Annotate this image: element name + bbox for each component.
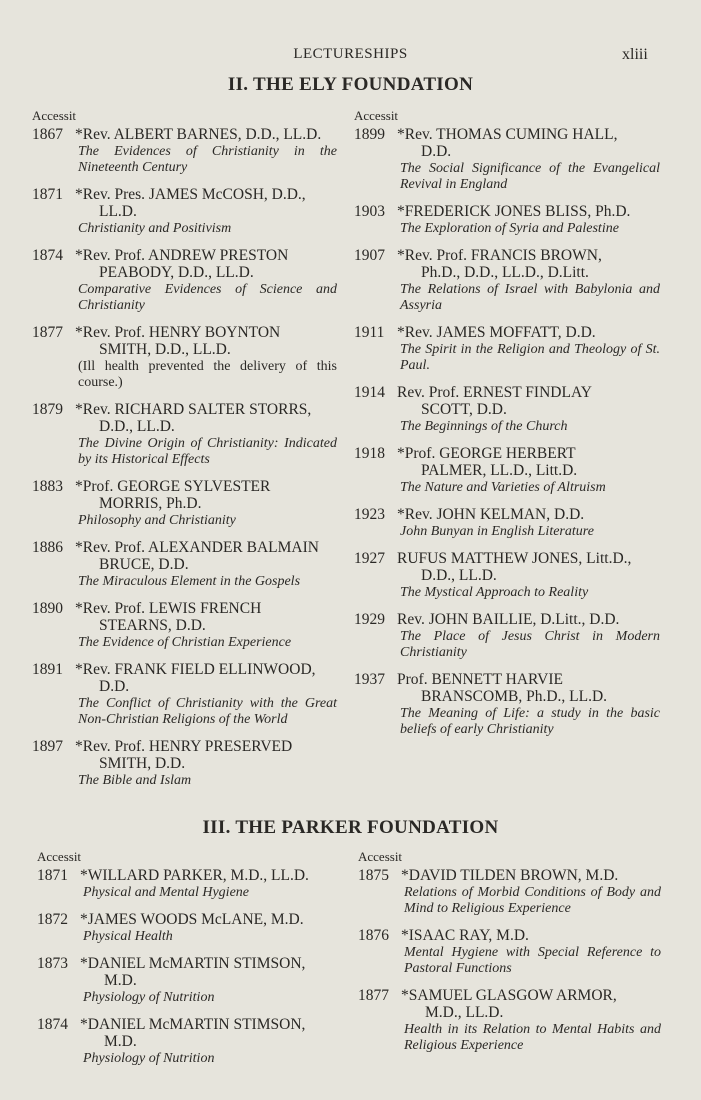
lecture-title: Physiology of Nutrition — [83, 1051, 215, 1066]
lecturer-degrees: BRUCE, D.D. — [99, 556, 189, 573]
lecture-entry — [32, 324, 337, 391]
lecture-entry — [32, 401, 337, 468]
lecture-entry — [354, 384, 660, 435]
lecture-year: 1875 — [358, 867, 389, 884]
lecture-year: 1918 — [354, 445, 385, 462]
lecturer-degrees: M.D. — [104, 972, 137, 989]
lecture-year: 1872 — [37, 911, 68, 928]
lecture-entry — [32, 247, 337, 314]
lecture-title: The Exploration of Syria and Palestine — [400, 221, 619, 236]
lecturer-name: *SAMUEL GLASGOW ARMOR, — [401, 987, 617, 1004]
lecturer-degrees: D.D., LL.D. — [421, 567, 497, 584]
lecturer-name: *Rev. Prof. ALEXANDER BALMAIN — [75, 539, 319, 556]
lecture-title: The Mystical Approach to Reality — [400, 585, 589, 600]
lecture-entry — [37, 911, 337, 945]
lecturer-name: *Rev. Prof. LEWIS FRENCH — [75, 600, 262, 617]
lecture-title: The Divine Origin of Christianity: Indicated by its Historical Effects — [78, 436, 337, 467]
lecturer-degrees: M.D. — [104, 1033, 137, 1050]
lecture-title: Christianity and Positivism — [78, 221, 232, 236]
lecturer-degrees: MORRIS, Ph.D. — [99, 495, 202, 512]
ely-right-column — [354, 108, 660, 748]
lecture-entry — [354, 324, 660, 374]
lecturer-name: *Prof. GEORGE HERBERT — [397, 445, 576, 462]
accessit-label: Accessit — [358, 849, 403, 864]
lecture-title: The Miraculous Element in the Gospels — [78, 574, 301, 589]
lecturer-degrees: D.D., LL.D. — [99, 418, 175, 435]
lecture-entry — [37, 867, 337, 901]
lecturer-name: *FREDERICK JONES BLISS, Ph.D. — [397, 203, 631, 220]
lecture-title: The Nature and Varieties of Altruism — [400, 480, 606, 495]
lecture-year: 1876 — [358, 927, 389, 944]
lecture-title: Comparative Evidences of Science and Christianity — [78, 282, 337, 313]
lecturer-name: *DANIEL McMARTIN STIMSON, — [80, 955, 306, 972]
lecturer-degrees: SMITH, D.D., LL.D. — [99, 341, 231, 358]
lecturer-name: *ISAAC RAY, M.D. — [401, 927, 529, 944]
lecture-year: 1871 — [37, 867, 68, 884]
lecture-title: The Meaning of Life: a study in the basic beliefs of early Christianity — [400, 706, 660, 737]
lecture-year: 1911 — [354, 324, 385, 341]
lecture-entry — [32, 126, 337, 176]
lecturer-name: *Rev. ALBERT BARNES, D.D., LL.D. — [75, 126, 322, 143]
lecturer-degrees: SCOTT, D.D. — [421, 401, 507, 418]
lecture-entry — [354, 126, 660, 193]
lecture-entry — [354, 550, 660, 601]
lecturer-name: *Rev. Prof. HENRY BOYNTON — [75, 324, 281, 341]
lecture-entry — [354, 445, 660, 496]
lecture-entry — [354, 203, 660, 237]
lecture-entry — [37, 955, 337, 1006]
lecturer-degrees: PEABODY, D.D., LL.D. — [99, 264, 254, 281]
lecture-year: 1874 — [37, 1016, 68, 1033]
lecture-year: 1877 — [32, 324, 63, 341]
lecture-title: Physical and Mental Hygiene — [83, 885, 250, 900]
section-title-parker: III. THE PARKER FOUNDATION — [202, 817, 499, 838]
lecture-entry — [32, 600, 337, 651]
lecture-year: 1899 — [354, 126, 385, 143]
lecture-entry — [32, 738, 337, 789]
lecturer-degrees: D.D. — [421, 143, 452, 160]
parker-right-column — [358, 849, 661, 1064]
lecture-note: (Ill health prevented the delivery of this course.) — [78, 359, 337, 390]
section-title-ely: II. THE ELY FOUNDATION — [227, 74, 474, 95]
lecture-entry — [358, 867, 661, 917]
lecturer-name: *JAMES WOODS McLANE, M.D. — [80, 911, 304, 928]
lecture-entry — [32, 539, 337, 590]
lecture-year: 1929 — [354, 611, 385, 628]
lecturer-name: *Rev. FRANK FIELD ELLINWOOD, — [75, 661, 316, 678]
lecturer-name: *Rev. THOMAS CUMING HALL, — [397, 126, 618, 143]
accessit-label: Accessit — [354, 108, 399, 123]
lecturer-degrees: SMITH, D.D. — [99, 755, 186, 772]
lecturer-name: *Rev. Prof. FRANCIS BROWN, — [397, 247, 602, 264]
lecture-title: The Evidence of Christian Experience — [78, 635, 292, 650]
lecture-title: The Social Significance of the Evangelical Revival in England — [400, 161, 660, 192]
lecturer-name: *Rev. Prof. ANDREW PRESTON — [75, 247, 289, 264]
lecturer-name: *Prof. GEORGE SYLVESTER — [75, 478, 271, 495]
lecturer-degrees: D.D. — [99, 678, 130, 695]
lecture-title: The Evidences of Christianity in the Nineteenth Century — [78, 144, 337, 175]
lecture-title: Mental Hygiene with Special Reference to Pastoral Functions — [404, 945, 661, 976]
accessit-label: Accessit — [32, 108, 77, 123]
lecture-entry — [354, 506, 660, 540]
lecture-title: John Bunyan in English Literature — [400, 524, 594, 539]
lecture-year: 1897 — [32, 738, 63, 755]
lecturer-name: Rev. JOHN BAILLIE, D.Litt., D.D. — [397, 611, 620, 628]
lecture-year: 1883 — [32, 478, 63, 495]
lecture-entry — [358, 987, 661, 1054]
lecture-title: The Conflict of Christianity with the Great Non-Christian Religions of the World — [78, 696, 337, 727]
parker-left-column — [37, 849, 337, 1077]
page-number: xliii — [622, 46, 648, 63]
lecturer-name: *Rev. JOHN KELMAN, D.D. — [397, 506, 585, 523]
lecture-year: 1907 — [354, 247, 385, 264]
lecturer-degrees: BRANSCOMB, Ph.D., LL.D. — [421, 688, 608, 705]
lecture-entry — [37, 1016, 337, 1067]
lecturer-degrees: STEARNS, D.D. — [99, 617, 206, 634]
lecture-year: 1903 — [354, 203, 385, 220]
lecture-year: 1890 — [32, 600, 63, 617]
lecture-entry — [32, 478, 337, 529]
lecture-year: 1874 — [32, 247, 63, 264]
lecturer-degrees: PALMER, LL.D., Litt.D. — [421, 462, 578, 479]
lecture-year: 1914 — [354, 384, 385, 401]
lecture-entry — [32, 661, 337, 728]
lecturer-name: Prof. BENNETT HARVIE — [397, 671, 563, 688]
lecture-year: 1867 — [32, 126, 63, 143]
lecture-year: 1879 — [32, 401, 63, 418]
lecture-entry — [358, 927, 661, 977]
lecture-title: Physiology of Nutrition — [83, 990, 215, 1005]
lecturer-name: *Rev. Prof. HENRY PRESERVED — [75, 738, 293, 755]
lecture-year: 1877 — [358, 987, 389, 1004]
lecturer-name: *Rev. JAMES MOFFATT, D.D. — [397, 324, 596, 341]
lecture-year: 1891 — [32, 661, 63, 678]
lecture-year: 1873 — [37, 955, 68, 972]
lecture-title: Philosophy and Christianity — [78, 513, 236, 528]
lecturer-name: *Rev. RICHARD SALTER STORRS, — [75, 401, 312, 418]
lecture-entry — [354, 247, 660, 314]
lecturer-degrees: M.D., LL.D. — [425, 1004, 504, 1021]
lecture-year: 1886 — [32, 539, 63, 556]
lecture-title: Health in its Relation to Mental Habits and Religious Experience — [404, 1022, 661, 1053]
lecturer-degrees: Ph.D., D.D., LL.D., D.Litt. — [421, 264, 589, 281]
lecturer-name: *DANIEL McMARTIN STIMSON, — [80, 1016, 306, 1033]
lecture-year: 1923 — [354, 506, 385, 523]
lecture-year: 1927 — [354, 550, 385, 567]
lecture-entry — [354, 671, 660, 738]
lecture-entry — [32, 186, 337, 237]
lecture-title: The Place of Jesus Christ in Modern Christianity — [400, 629, 660, 660]
lecture-title: The Beginnings of the Church — [400, 419, 568, 434]
lecture-title: Relations of Morbid Conditions of Body and Mind to Religious Experience — [404, 885, 661, 916]
lecture-title: The Bible and Islam — [78, 773, 192, 788]
running-header-title: LECTURESHIPS — [293, 46, 408, 62]
lecture-year: 1871 — [32, 186, 63, 203]
lecture-entry — [354, 611, 660, 661]
lecturer-name: Rev. Prof. ERNEST FINDLAY — [397, 384, 592, 401]
lecture-year: 1937 — [354, 671, 385, 688]
lecture-title: Physical Health — [83, 929, 173, 944]
lecturer-degrees: LL.D. — [99, 203, 137, 220]
lecture-title: The Relations of Israel with Babylonia and Assyria — [400, 282, 660, 313]
lecturer-name: *WILLARD PARKER, M.D., LL.D. — [80, 867, 309, 884]
lecturer-name: *DAVID TILDEN BROWN, M.D. — [401, 867, 619, 884]
lecturer-name: *Rev. Pres. JAMES McCOSH, D.D., — [75, 186, 306, 203]
accessit-label: Accessit — [37, 849, 82, 864]
lecture-title: The Spirit in the Religion and Theology of St. Paul. — [400, 342, 660, 373]
ely-left-column — [32, 108, 337, 799]
lecturer-name: RUFUS MATTHEW JONES, Litt.D., — [397, 550, 632, 567]
